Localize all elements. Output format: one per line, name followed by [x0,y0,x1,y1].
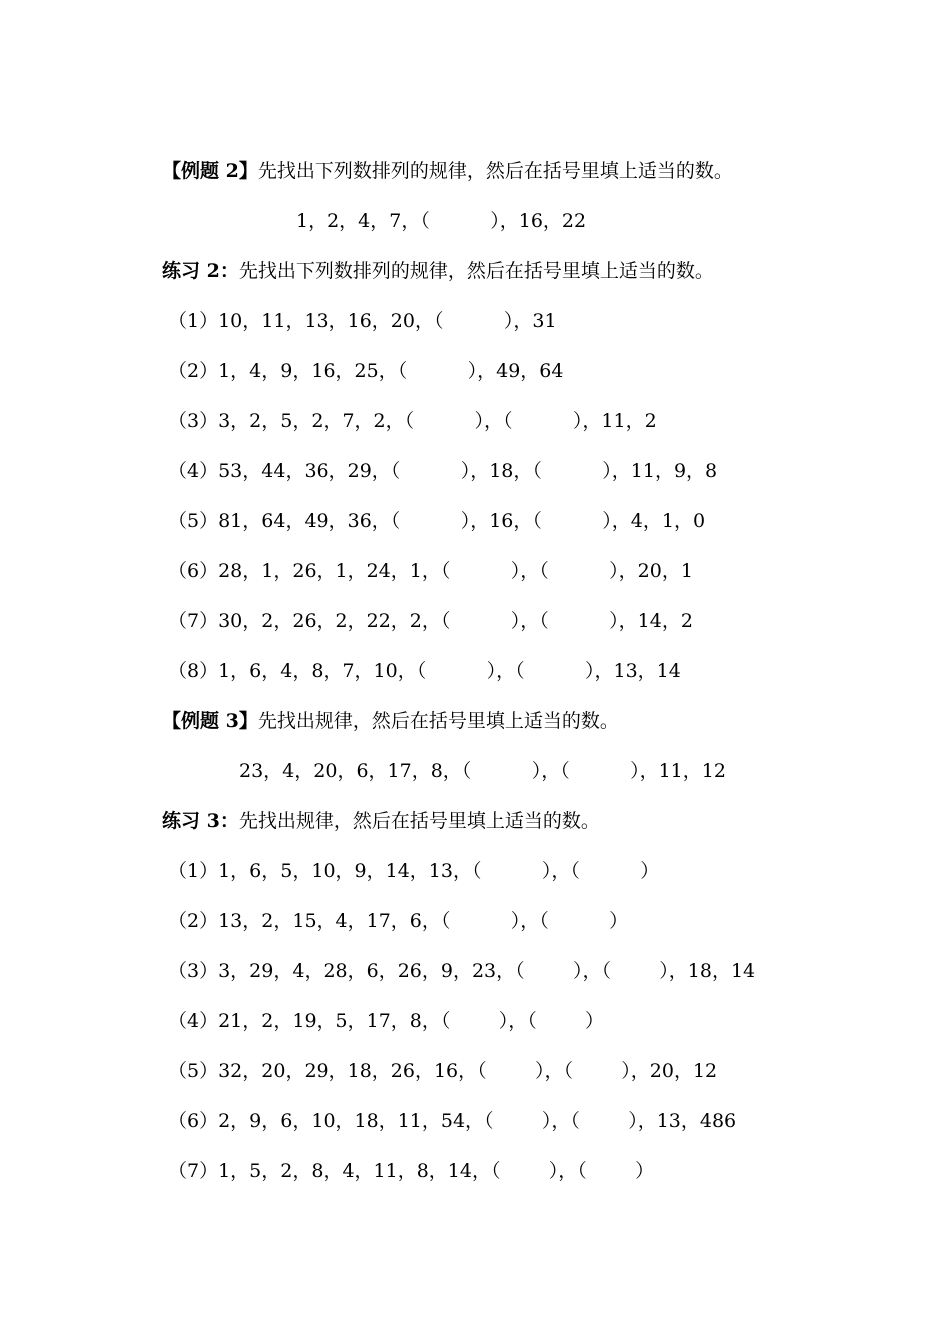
practice2-item-6: （6）28，1，26，1，24，1，（ ），（ ），20，1 [168,560,693,582]
practice2-item-1: （1）10，11，13，16，20，（ ），31 [168,310,557,332]
example3-sequence: 23，4，20，6，17，8，（ ），（ ），11，12 [239,760,726,782]
practice2-item-8: （8）1，6，4，8，7，10，（ ），（ ），13，14 [168,660,681,682]
practice3-item-3: （3）3，29，4，28，6，26，9，23，（ ），（ ），18，14 [168,960,756,982]
practice2-heading: 练习 2： [162,260,239,282]
practice2-item-5: （5）81，64，49，36，（ ），16，（ ），4，1，0 [168,510,706,532]
example3-instruction: 先找出规律，然后在括号里填上适当的数。 [257,710,619,732]
example2-sequence: 1，2，4，7，（ ），16，22 [296,210,587,232]
practice2-item-3: （3）3，2，5，2，7，2，（ ），（ ），11，2 [168,410,657,432]
example2-instruction: 先找出下列数排列的规律，然后在括号里填上适当的数。 [257,160,733,182]
practice3-item-5: （5）32，20，29，18，26，16，（ ），（ ），20，12 [168,1060,718,1082]
practice3-item-7: （7）1，5，2，8，4，11，8，14，（ ），（ ） [168,1160,655,1182]
example3-line [162,708,619,734]
practice3-item-1: （1）1，6，5，10，9，14，13，（ ），（ ） [168,860,660,882]
practice2-instruction: 先找出下列数排列的规律，然后在括号里填上适当的数。 [238,260,714,282]
practice3-heading: 练习 3： [162,810,239,832]
practice2-line [162,258,714,284]
example3-heading: 【例题 3】 [162,710,258,732]
example2-heading: 【例题 2】 [162,160,258,182]
example2-line [162,158,733,184]
practice3-item-2: （2）13，2，15，4，17，6，（ ），（ ） [168,910,629,932]
practice3-line [162,808,600,834]
practice2-item-7: （7）30，2，26，2，22，2，（ ），（ ），14，2 [168,610,693,632]
practice3-item-6: （6）2，9，6，10，18，11，54，（ ），（ ），13，486 [168,1110,737,1132]
practice2-item-2: （2）1，4，9，16，25，（ ），49，64 [168,360,564,382]
practice3-item-4: （4）21，2，19，5，17，8，（ ），（ ） [168,1010,605,1032]
practice3-instruction: 先找出规律，然后在括号里填上适当的数。 [238,810,600,832]
practice2-item-4: （4）53，44，36，29，（ ），18，（ ），11，9，8 [168,460,718,482]
